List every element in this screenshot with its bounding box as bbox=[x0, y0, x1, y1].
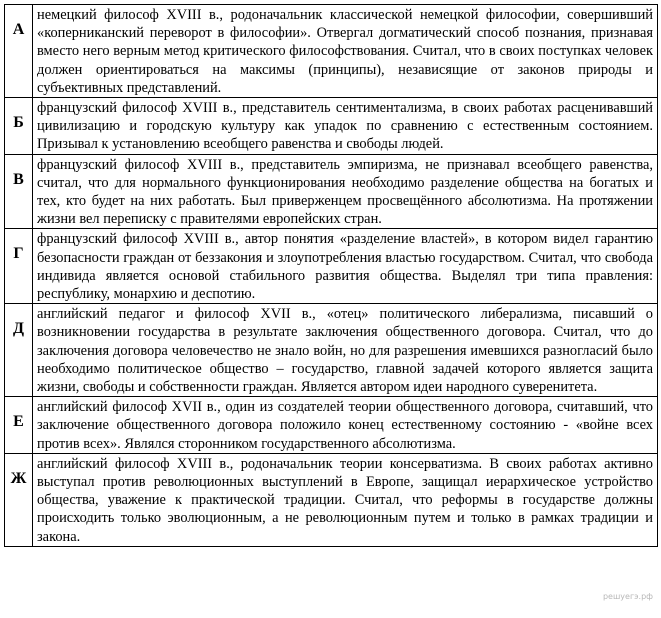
table-row bbox=[5, 304, 658, 397]
table-row bbox=[5, 5, 658, 98]
table-row bbox=[5, 453, 658, 546]
row-letter: Г bbox=[5, 229, 33, 304]
watermark: решуегэ.рф bbox=[602, 592, 653, 601]
row-letter: Е bbox=[5, 397, 33, 454]
row-description: немецкий философ XVIII в., родоначальник классической немецкой философии, совершивший «коперниканский переворот в философии». Отвергал догматический способ познания, признавая вместо него верным метод критического философствования. Считал, что в своих поступках человек должен ориентироваться на максимы (принципы), независящие от законов природы и субъективных представлений. bbox=[33, 5, 658, 98]
row-letter: Б bbox=[5, 98, 33, 155]
table-row bbox=[5, 397, 658, 454]
row-description: английский педагог и философ XVII в., «отец» политического либерализма, писавший о возникновении государства в результате заключения общественного договора. Считал, что до заключения договора человечество не знало войн, но для разрешения имевшихся разногласий было необходимо политическое общество – государство, главной задачей которого является защита жизни, свободы и собственности граждан. Является автором идеи народного суверенитета. bbox=[33, 304, 658, 397]
table-row bbox=[5, 154, 658, 229]
document-page bbox=[4, 4, 658, 547]
row-letter: А bbox=[5, 5, 33, 98]
row-description: французский философ XVIII в., автор понятия «разделение властей», в котором видел гарантию безопасности граждан от беззакония и злоупотребления властью государством. Считал, что свобода индивида является основой стабильного развития общества. Выделял три типа правления: республику, монархию и деспотию. bbox=[33, 229, 658, 304]
row-description: французский философ XVIII в., представитель эмпиризма, не признавал всеобщего равенства, считал, что для нормального функционирования необходимо разделение общества на богатых и тех, кто будет на них работать. Был приверженцем просвещённого абсолютизма. На протяжении жизни вел переписку с правителями европейских стран. bbox=[33, 154, 658, 229]
table-row bbox=[5, 229, 658, 304]
row-letter: Д bbox=[5, 304, 33, 397]
row-description: французский философ XVIII в., представитель сентиментализма, в своих работах расценивавший цивилизацию и городскую культуру как упадок по сравнению с естественным состоянием. Призывал к установлению всеобщего равенства и свободы людей. bbox=[33, 98, 658, 155]
row-description: английский философ XVII в., один из создателей теории общественного договора, считавший, что заключение общественного договора положило конец естественному состоянию - «войне всех против всех». Являлся сторонником государственного абсолютизма. bbox=[33, 397, 658, 454]
row-letter: Ж bbox=[5, 453, 33, 546]
row-description: английский философ XVIII в., родоначальник теории консерватизма. В своих работах активно выступал против революционных выступлений в Европе, защищал иерархическое устройство общества, уважение к практической традиции. Считал, что реформы в государстве должны происходить только эволюционным, а не революционным путем и только в рамках традиции и закона. bbox=[33, 453, 658, 546]
table-row bbox=[5, 98, 658, 155]
row-letter: В bbox=[5, 154, 33, 229]
philosophers-table bbox=[4, 4, 658, 547]
